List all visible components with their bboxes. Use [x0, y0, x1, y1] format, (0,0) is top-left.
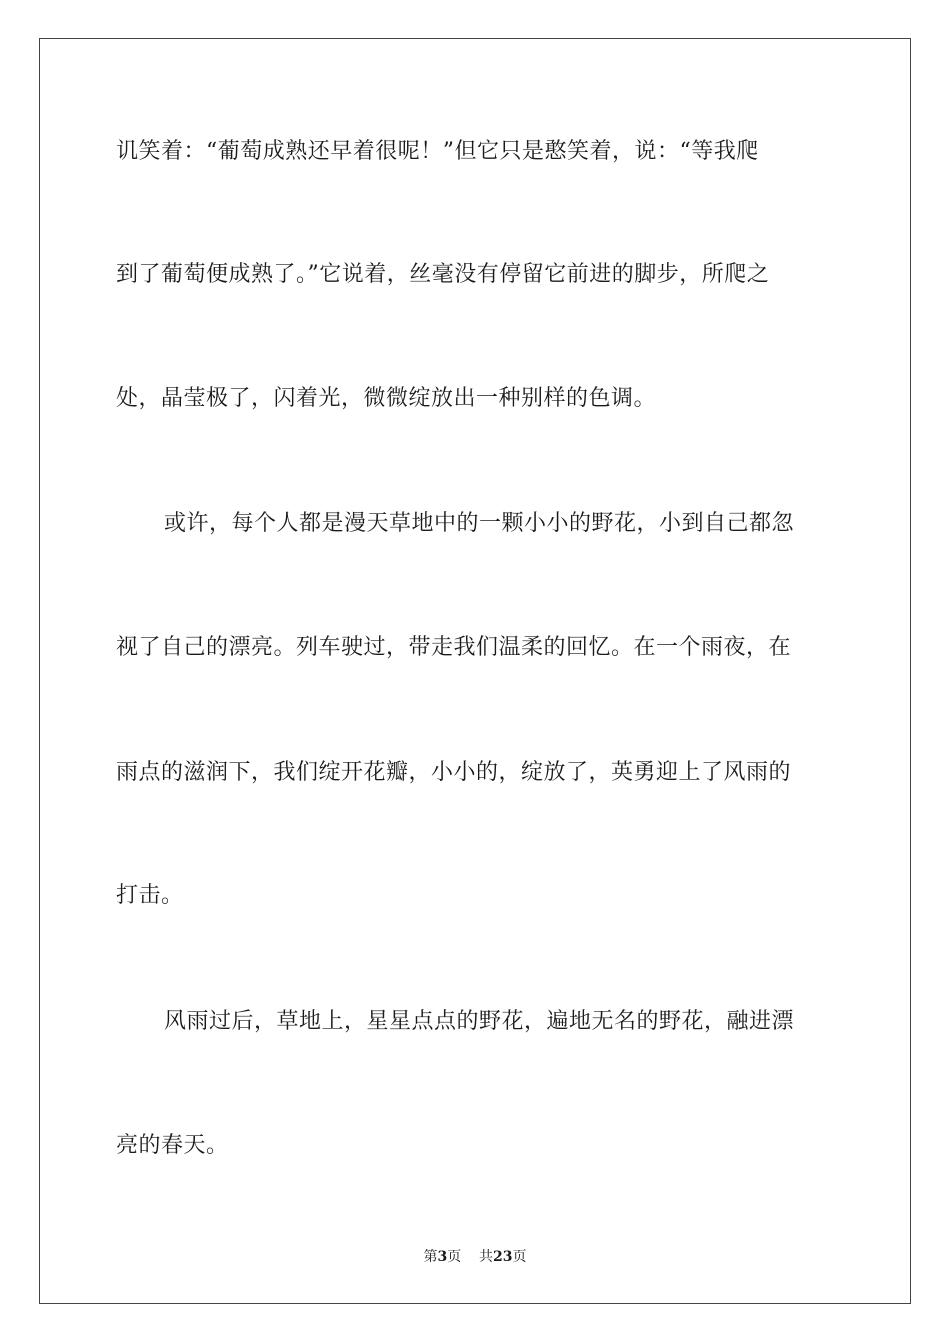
text-line-9: 亮的春天。 — [116, 1133, 229, 1158]
text-line-8: 风雨过后，草地上，星星点点的野花，遍地无名的野花，融进漂 — [164, 1009, 795, 1034]
text-line-4: 或许，每个人都是漫天草地中的一颗小小的野花，小到自己都忽 — [164, 511, 795, 536]
page-footer — [0, 1247, 950, 1267]
text-line-1: 讥笑着：“葡萄成熟还早着很呢！”但它只是憨笑着，说：“等我爬 — [116, 139, 759, 164]
text-line-7: 打击。 — [116, 883, 184, 908]
page-suffix: 页 — [447, 1249, 462, 1265]
page-prefix: 第 — [423, 1249, 438, 1265]
text-line-6: 雨点的滋润下，我们绽开花瓣，小小的，绽放了，英勇迎上了风雨的 — [116, 760, 792, 785]
text-line-2: 到了葡萄便成熟了。”它说着，丝毫没有停留它前进的脚步，所爬之 — [116, 262, 770, 287]
total-suffix: 页 — [512, 1249, 527, 1265]
page-number: 3 — [437, 1249, 448, 1265]
total-prefix: 共 — [479, 1249, 494, 1265]
text-line-3: 处，晶莹极了，闪着光，微微绽放出一种别样的色调。 — [116, 386, 657, 411]
text-line-5: 视了自己的漂亮。列车驶过，带走我们温柔的回忆。在一个雨夜，在 — [116, 635, 792, 660]
total-pages: 23 — [493, 1249, 513, 1265]
page-border — [39, 38, 911, 1304]
